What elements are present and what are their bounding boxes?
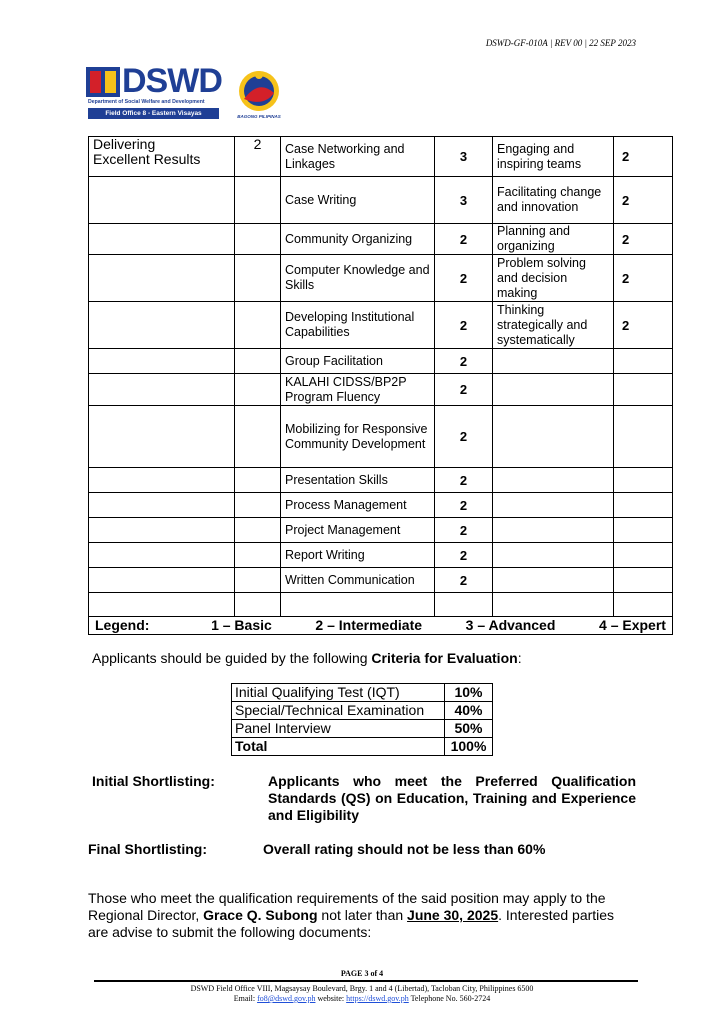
leadership-competency-name: [493, 568, 614, 593]
website-link[interactable]: https://dswd.gov.ph: [346, 994, 409, 1003]
competency-table: [88, 136, 673, 635]
competency-row: [89, 224, 673, 255]
final-shortlisting-label: Final Shortlisting:: [88, 841, 207, 857]
core-competency-cell: [89, 177, 235, 224]
core-competency-cell: [89, 406, 235, 468]
criteria-intro-text: Applicants should be guided by the following: [92, 650, 372, 666]
technical-competency-name: Community Organizing: [281, 224, 435, 255]
leadership-competency-name: [493, 468, 614, 493]
leadership-competency-level: [614, 406, 673, 468]
website-label: website:: [315, 994, 347, 1003]
email-link[interactable]: fo8@dswd.gov.ph: [257, 994, 316, 1003]
legend-intermediate: 2 – Intermediate: [315, 617, 423, 633]
criteria-name: Panel Interview: [232, 720, 445, 738]
core-competency-level: [235, 468, 281, 493]
criteria-weight: 10%: [445, 684, 493, 702]
leadership-competency-name: [493, 493, 614, 518]
criteria-weight: 40%: [445, 702, 493, 720]
technical-competency-level: 2: [435, 406, 493, 468]
technical-competency-name: Process Management: [281, 493, 435, 518]
footer-divider: [94, 980, 638, 982]
technical-competency-level: 2: [435, 493, 493, 518]
criteria-row: [232, 702, 493, 720]
competency-row: [89, 518, 673, 543]
bagong-pilipinas-text: BAGONG PILIPINAS: [237, 114, 281, 119]
footer: [0, 984, 724, 1004]
technical-competency-name: Computer Knowledge and Skills: [281, 255, 435, 302]
competency-row: [89, 302, 673, 349]
leadership-competency-level: [614, 568, 673, 593]
competency-row: [89, 137, 673, 177]
legend-basic: 1 – Basic: [211, 617, 272, 633]
core-competency-level: [235, 255, 281, 302]
technical-competency-name: Case Networking and Linkages: [281, 137, 435, 177]
technical-competency-level: 2: [435, 468, 493, 493]
core-competency-cell: [89, 493, 235, 518]
criteria-row: [232, 684, 493, 702]
leadership-competency-name: Facilitating change and innovation: [493, 177, 614, 224]
technical-competency-name: Group Facilitation: [281, 349, 435, 374]
footer-contact: [0, 994, 724, 1004]
leadership-competency-level: [614, 349, 673, 374]
criteria-name: Initial Qualifying Test (IQT): [232, 684, 445, 702]
competency-row: [89, 493, 673, 518]
leadership-competency-level: 2: [614, 137, 673, 177]
technical-competency-name: [281, 593, 435, 617]
core-competency-level: [235, 493, 281, 518]
leadership-competency-level: 2: [614, 255, 673, 302]
criteria-intro: [92, 650, 522, 666]
core-competency-level: [235, 177, 281, 224]
leadership-competency-name: [493, 593, 614, 617]
technical-competency-name: Project Management: [281, 518, 435, 543]
legend-label: Legend:: [95, 617, 150, 633]
closing-text-1: Those who meet the qualification requirements of the said position may apply to the Regional Director,: [88, 890, 606, 923]
leadership-competency-level: 2: [614, 177, 673, 224]
technical-competency-name: Mobilizing for Responsive Community Development: [281, 406, 435, 468]
footer-address: DSWD Field Office VIII, Magsaysay Boulevard, Brgy. 1 and 4 (Libertad), Tacloban City, Philippines 6500: [190, 984, 534, 993]
closing-paragraph: [88, 890, 638, 941]
leadership-competency-level: [614, 518, 673, 543]
legend-row: [89, 617, 673, 635]
core-competency-level: [235, 543, 281, 568]
leadership-competency-name: Engaging and inspiring teams: [493, 137, 614, 177]
leadership-competency-level: [614, 543, 673, 568]
competency-row: [89, 568, 673, 593]
core-competency-cell: [89, 374, 235, 406]
core-competency-level: [235, 406, 281, 468]
core-competency-cell: [89, 568, 235, 593]
technical-competency-name: Report Writing: [281, 543, 435, 568]
competency-row: [89, 468, 673, 493]
logo-subtitle: Department of Social Welfare and Development: [88, 99, 205, 105]
technical-competency-level: [435, 593, 493, 617]
criteria-row: [232, 720, 493, 738]
competency-row: [89, 349, 673, 374]
core-competency-cell: [89, 137, 235, 177]
competency-row: [89, 593, 673, 617]
final-shortlisting-text: Overall rating should not be less than 60%: [263, 841, 546, 857]
core-competency-level: [235, 374, 281, 406]
core-competency-cell: [89, 349, 235, 374]
criteria-total-label: Total: [232, 738, 445, 756]
technical-competency-level: 3: [435, 177, 493, 224]
technical-competency-name: Presentation Skills: [281, 468, 435, 493]
core-competency-cell: [89, 224, 235, 255]
criteria-title: Criteria for Evaluation: [371, 650, 518, 666]
leadership-competency-level: 2: [614, 302, 673, 349]
dswd-emblem-icon: [86, 67, 120, 97]
core-competency-level: [235, 518, 281, 543]
technical-competency-name: KALAHI CIDSS/BP2P Program Fluency: [281, 374, 435, 406]
competency-row: [89, 255, 673, 302]
legend-expert: 4 – Expert: [599, 617, 666, 633]
dswd-logo: [86, 62, 286, 122]
initial-shortlisting-text: Applicants who meet the Preferred Qualification Standards (QS) on Education, Training and Experience and Eligibility: [268, 773, 636, 823]
deadline-date: June 30, 2025: [407, 907, 499, 923]
leadership-competency-level: 2: [614, 224, 673, 255]
document-code: DSWD-GF-010A | REV 00 | 22 SEP 2023: [485, 38, 636, 48]
technical-competency-name: Case Writing: [281, 177, 435, 224]
legend-advanced: 3 – Advanced: [465, 617, 556, 633]
leadership-competency-name: [493, 349, 614, 374]
core-competency-cell: [89, 593, 235, 617]
competency-row: [89, 177, 673, 224]
field-office-banner: Field Office 8 - Eastern Visayas: [88, 108, 219, 119]
core-competency-level: [235, 568, 281, 593]
competency-row: [89, 374, 673, 406]
core-competency-cell: [89, 543, 235, 568]
technical-competency-level: 2: [435, 349, 493, 374]
technical-competency-name: Developing Institutional Capabilities: [281, 302, 435, 349]
page-number: PAGE 3 of 4: [340, 969, 384, 978]
technical-competency-level: 2: [435, 302, 493, 349]
closing-text-3: . Interested parties are advise to submit the following documents:: [88, 907, 615, 940]
leadership-competency-level: [614, 374, 673, 406]
telephone-text: Telephone No. 560-2724: [408, 994, 491, 1003]
initial-shortlisting-label: Initial Shortlisting:: [92, 773, 215, 789]
competency-row: [89, 543, 673, 568]
technical-competency-level: 2: [435, 224, 493, 255]
core-competency-level: 2: [235, 137, 281, 177]
leadership-competency-name: [493, 406, 614, 468]
technical-competency-level: 2: [435, 518, 493, 543]
criteria-colon: :: [517, 650, 522, 666]
dswd-wordmark: DSWD: [122, 62, 222, 100]
leadership-competency-name: Planning and organizing: [493, 224, 614, 255]
leadership-competency-name: Thinking strategically and systematically: [493, 302, 614, 349]
core-competency-cell: [89, 468, 235, 493]
leadership-competency-level: [614, 468, 673, 493]
leadership-competency-level: [614, 493, 673, 518]
technical-competency-level: 2: [435, 543, 493, 568]
leadership-competency-level: [614, 593, 673, 617]
technical-competency-name: Written Communication: [281, 568, 435, 593]
leadership-competency-name: [493, 543, 614, 568]
closing-text-2: not later than: [317, 907, 408, 923]
core-competency-level: [235, 349, 281, 374]
core-competency-level: [235, 593, 281, 617]
leadership-competency-name: [493, 518, 614, 543]
technical-competency-level: 2: [435, 374, 493, 406]
criteria-weight: 50%: [445, 720, 493, 738]
technical-competency-level: 2: [435, 568, 493, 593]
core-competency-cell: [89, 302, 235, 349]
core-competency-cell: [89, 255, 235, 302]
criteria-total-row: [232, 738, 493, 756]
core-competency-level: [235, 224, 281, 255]
technical-competency-level: 3: [435, 137, 493, 177]
legend-cell: [89, 617, 673, 635]
leadership-competency-name: Problem solving and decision making: [493, 255, 614, 302]
regional-director-name: Grace Q. Subong: [203, 907, 318, 923]
criteria-total-value: 100%: [445, 738, 493, 756]
technical-competency-level: 2: [435, 255, 493, 302]
competency-row: [89, 406, 673, 468]
core-competency-name: Excellent Results: [93, 151, 201, 167]
criteria-table: [231, 683, 493, 756]
leadership-competency-name: [493, 374, 614, 406]
criteria-name: Special/Technical Examination: [232, 702, 445, 720]
email-label: Email:: [233, 994, 258, 1003]
core-competency-level: [235, 302, 281, 349]
core-competency-cell: [89, 518, 235, 543]
core-competency-name: Delivering: [93, 136, 156, 152]
